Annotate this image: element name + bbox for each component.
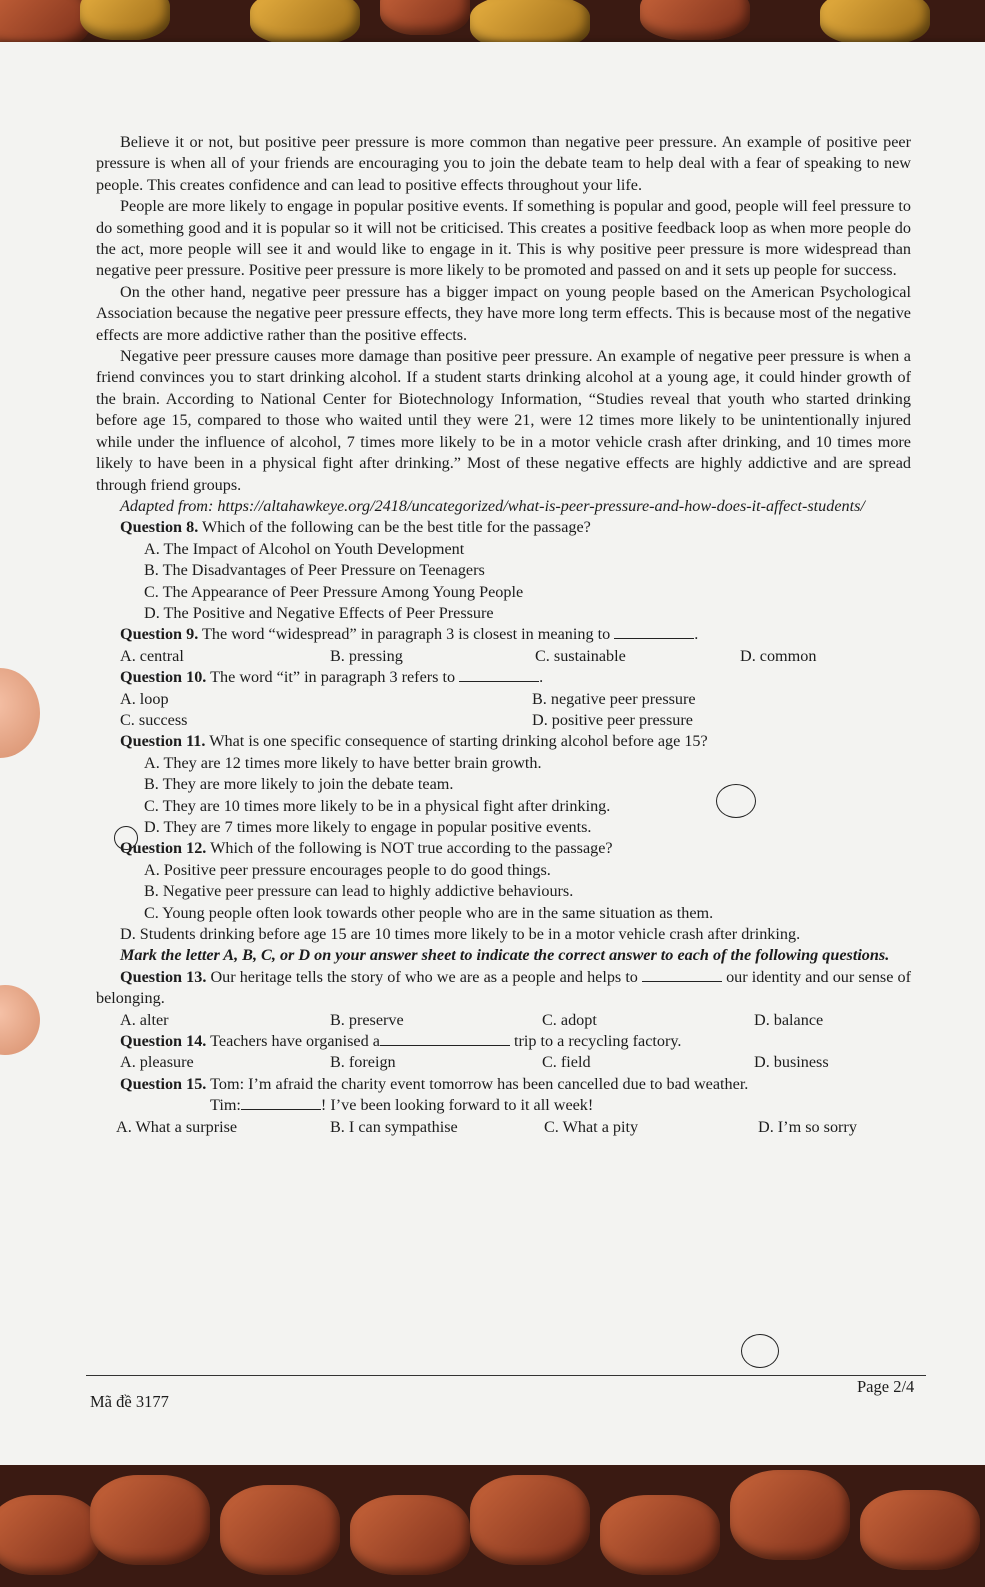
paragraph-3: On the other hand, negative peer pressure has a bigger impact on young people based on the American Psychological Association because the negative peer pressure effects, they have more long term effects. This is because most of the negative effects are more addictive rather than the positive effects. — [96, 282, 911, 344]
answer-circle-q10 — [114, 826, 138, 850]
q10-option-b: B. negative peer pressure — [532, 689, 696, 708]
q13-option-d: D. balance — [754, 1010, 824, 1029]
q12-option-a: A. Positive peer pressure encourages people to do good things. — [144, 860, 551, 879]
answer-circle-q15 — [741, 1334, 779, 1368]
question-12: Question 12. Which of the following is NOT true according to the passage? — [120, 839, 613, 858]
q12-option-d: D. Students drinking before age 15 are 10 times more likely to be in a motor vehicle crash after drinking. — [120, 925, 801, 944]
exam-code: Mã đề 3177 — [90, 1392, 169, 1411]
q8-option-b: B. The Disadvantages of Peer Pressure on Teenagers — [144, 561, 485, 580]
page-number: Page 2/4 — [857, 1377, 915, 1396]
q12-option-b: B. Negative peer pressure can lead to highly addictive behaviours. — [144, 882, 574, 901]
q11-option-d: D. They are 7 times more likely to engage in popular positive events. — [144, 818, 592, 836]
q9-option-c: C. sustainable — [535, 646, 626, 665]
exam-content — [96, 132, 911, 1138]
q9-option-a: A. central — [120, 646, 184, 665]
source-citation: Adapted from: https://altahawkeye.org/2418/uncategorized/what-is-peer-pressure-and-how-does-it-affect-students/ — [120, 496, 865, 515]
question-10: Question 10. The word “it” in paragraph 3 refers to . — [120, 668, 544, 687]
section-instruction: Mark the letter A, B, C, or D on your answer sheet to indicate the correct answer to each of the following questions. — [120, 946, 890, 965]
q14-option-d: D. business — [754, 1053, 829, 1072]
q14-option-c: C. field — [542, 1053, 591, 1072]
q10-options-row-2 — [96, 710, 911, 731]
q8-option-c: C. The Appearance of Peer Pressure Among Young People — [144, 582, 524, 601]
q13-option-a: A. alter — [120, 1010, 169, 1029]
q15-option-d: D. I’m so sorry — [758, 1117, 857, 1136]
q15-option-a: A. What a surprise — [116, 1117, 238, 1136]
footer-rule — [86, 1375, 926, 1376]
q10-option-c: C. success — [120, 710, 188, 729]
q9-option-d: D. common — [740, 646, 817, 665]
q15-option-c: C. What a pity — [544, 1117, 639, 1136]
q11-option-b: B. They are more likely to join the debate team. — [144, 775, 454, 794]
q9-options — [96, 646, 911, 667]
paragraph-2: People are more likely to engage in popular positive events. If something is popular and good, people will feel pressure to do something good and it is popular so it will not be criticised. This creates a positive feedback loop as when more people do the act, more people will see it and would like to engage in it. This is why positive peer pressure is more widespread than negative peer pressure. Positive peer pressure is more likely to be promoted and passed on and it sets up people for success. — [96, 197, 911, 280]
q10-option-a: A. loop — [120, 689, 169, 708]
question-14: Question 14. Teachers have organised a trip to a recycling factory. — [120, 1032, 682, 1051]
q10-option-d: D. positive peer pressure — [532, 710, 693, 729]
question-15: Question 15. Tom: I’m afraid the charity event tomorrow has been cancelled due to bad weather. — [120, 1074, 749, 1093]
q14-option-b: B. foreign — [330, 1053, 396, 1072]
q8-option-a: A. The Impact of Alcohol on Youth Development — [144, 539, 465, 558]
q14-options — [96, 1052, 911, 1073]
question-11: Question 11. What is one specific consequence of starting drinking alcohol before age 15? — [120, 732, 708, 751]
question-13: Question 13. Our heritage tells the story of who we are as a people and helps to our identity and our sense of belonging. — [96, 967, 911, 1008]
q10-options-row-1 — [96, 689, 911, 710]
q8-option-d: D. The Positive and Negative Effects of Peer Pressure — [144, 603, 494, 622]
q13-option-b: B. preserve — [330, 1010, 404, 1029]
paragraph-4: Negative peer pressure causes more damage than positive peer pressure. An example of negative peer pressure is when a friend convinces you to start drinking alcohol. If a student starts drinking alcohol at a young age, it could hinder growth of the brain. According to National Center for Biotechnology Information, “Studies reveal that youth who started drinking before age 15, compared to those who waited until they were 21, were 12 times more likely to be unintentionally injured while under the influence of alcohol, 7 times more likely to be in a motor vehicle crash after drinking, and 10 times more likely to have been in a physical fight after drinking.” Most of these negative effects are highly addictive and are spread through friend groups. — [96, 347, 911, 494]
question-8: Question 8. Which of the following can be the best title for the passage? — [120, 518, 591, 537]
q14-option-a: A. pleasure — [120, 1053, 194, 1072]
q11-option-c: C. They are 10 times more likely to be in a physical fight after drinking. — [144, 796, 611, 815]
q12-option-c: C. Young people often look towards other people who are in the same situation as them. — [144, 903, 714, 922]
question-9: Question 9. The word “widespread” in paragraph 3 is closest in meaning to . — [120, 625, 699, 644]
q15-options — [96, 1117, 911, 1138]
q11-option-a: A. They are 12 times more likely to have better brain growth. — [144, 753, 542, 772]
paragraph-1: Believe it or not, but positive peer pressure is more common than negative peer pressure. An example of positive peer pressure is when all of your friends are encouraging you to join the debate team to help deal with a fear of speaking to new people. This creates confidence and can lead to positive effects throughout your life. — [96, 133, 911, 194]
q9-option-b: B. pressing — [330, 646, 403, 665]
q13-options — [96, 1010, 911, 1031]
background-tiles-bottom — [0, 1465, 985, 1587]
q13-option-c: C. adopt — [542, 1010, 597, 1029]
q15-option-b: B. I can sympathise — [330, 1117, 458, 1136]
q15-response-line: Tim: ! I’ve been looking forward to it all week! — [210, 1096, 594, 1115]
answer-circle-q9 — [716, 784, 756, 818]
